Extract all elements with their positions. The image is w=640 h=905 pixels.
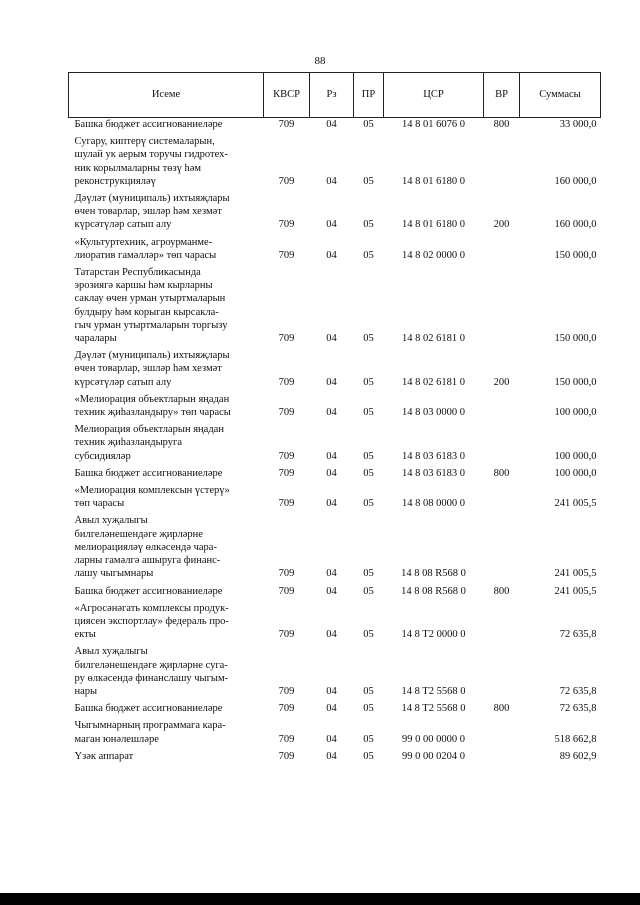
cell-pr: 05 [363, 685, 374, 697]
cell-name: Чыгымнарның программага кара- маган юнәлешләре [74, 720, 226, 745]
cell-sum: 241 005,5 [554, 498, 597, 510]
cell-vr [484, 484, 520, 514]
header-rz: Рз [310, 73, 354, 118]
cell-rz: 04 [326, 629, 337, 641]
cell-kvsr: 709 [278, 685, 295, 697]
cell-rz: 04 [326, 750, 337, 762]
cell-pr: 05 [363, 703, 374, 715]
cell-sum: 150 000,0 [554, 249, 597, 261]
cell-name: Сугару, киптерү системаларын, шулай ук аерым торучы гидротех- ник корылмаларны төзү һәм реконструкцияләү [74, 136, 228, 187]
cell-vr [484, 514, 520, 584]
cell-vr [484, 423, 520, 467]
cell-name: «Мелиорация объектларын яңадан техник җиһазландыру» төп чарасы [74, 393, 231, 419]
cell-sum: 72 635,8 [559, 629, 597, 641]
table-row [69, 192, 601, 236]
cell-pr: 05 [363, 750, 374, 762]
cell-pr: 05 [363, 733, 374, 745]
cell-vr: 800 [493, 467, 510, 479]
cell-vr: 200 [493, 376, 510, 388]
cell-tsr: 99 0 00 0000 0 [402, 733, 465, 745]
cell-kvsr: 709 [278, 219, 295, 231]
header-pr: ПР [354, 73, 384, 118]
cell-sum: 160 000,0 [554, 175, 597, 187]
cell-vr [484, 266, 520, 349]
cell-rz: 04 [326, 119, 337, 130]
table-row [69, 719, 601, 749]
table-row [69, 702, 601, 719]
cell-pr: 05 [363, 175, 374, 187]
cell-tsr: 14 8 T2 5568 0 [401, 703, 466, 715]
cell-sum: 150 000,0 [554, 333, 597, 345]
cell-sum: 518 662,8 [554, 733, 597, 745]
cell-rz: 04 [326, 407, 337, 419]
cell-pr: 05 [363, 333, 374, 345]
cell-kvsr: 709 [278, 376, 295, 388]
cell-tsr: 14 8 03 0000 0 [402, 407, 465, 419]
table-row [69, 750, 601, 767]
cell-name: Башка бюджет ассигнованиеләре [74, 703, 223, 715]
cell-name: «Агросәнәгать комплексы продук- циясен экспортлау» федераль про- екты [74, 602, 229, 641]
cell-tsr: 14 8 02 6181 0 [402, 376, 465, 388]
cell-tsr: 14 8 01 6180 0 [402, 175, 465, 187]
cell-name: Башка бюджет ассигнованиеләре [74, 467, 223, 479]
cell-pr: 05 [363, 585, 374, 597]
cell-tsr: 14 8 01 6076 0 [402, 119, 465, 130]
header-sum: Суммасы [520, 73, 601, 118]
cell-kvsr: 709 [278, 450, 295, 462]
cell-vr [484, 393, 520, 423]
cell-rz: 04 [326, 333, 337, 345]
cell-tsr: 14 8 T2 0000 0 [401, 629, 466, 641]
cell-pr: 05 [363, 376, 374, 388]
header-kvsr: КВСР [264, 73, 310, 118]
table-row [69, 585, 601, 602]
cell-name: Татарстан Республикасында эрозиягә каршы һәм кырларны саклау өчен урман утыртмаларын булдыру һәм корыган кырсакла- гыч урман утыртмаларын торгызу чаралары [74, 267, 228, 345]
cell-kvsr: 709 [278, 703, 295, 715]
cell-tsr: 14 8 08 R568 0 [401, 568, 466, 580]
cell-sum: 100 000,0 [554, 467, 597, 479]
cell-name: Авыл хуҗалыгы билгеләнешендәге җирләрне суга- ру өлкәсендә финанслашу чыгым- нары [74, 646, 229, 697]
cell-pr: 05 [363, 467, 374, 479]
cell-rz: 04 [326, 467, 337, 479]
cell-pr: 05 [363, 629, 374, 641]
table-row [69, 645, 601, 702]
table-body [69, 118, 601, 767]
cell-name: Авыл хуҗалыгы билгеләнешендәге җирләрне мелиорацияләү өлкәсендә чара- ларны гамәлгә ашыруга финанс- лашу чыгымнары [74, 515, 221, 580]
cell-rz: 04 [326, 733, 337, 745]
cell-rz: 04 [326, 376, 337, 388]
cell-rz: 04 [326, 450, 337, 462]
cell-pr: 05 [363, 119, 374, 130]
cell-kvsr: 709 [278, 175, 295, 187]
cell-vr: 200 [493, 219, 510, 231]
cell-kvsr: 709 [278, 585, 295, 597]
cell-vr [484, 719, 520, 749]
table-header-row [69, 73, 601, 118]
table-row [69, 135, 601, 192]
header-name: Исеме [69, 73, 264, 118]
table-row [69, 602, 601, 646]
cell-vr [484, 602, 520, 646]
table-row [69, 467, 601, 484]
cell-pr: 05 [363, 219, 374, 231]
cell-sum: 72 635,8 [559, 703, 597, 715]
cell-sum: 89 602,9 [559, 750, 597, 762]
cell-kvsr: 709 [278, 750, 295, 762]
cell-pr: 05 [363, 407, 374, 419]
cell-vr [484, 236, 520, 266]
cell-tsr: 14 8 03 6183 0 [402, 450, 465, 462]
cell-name: Башка бюджет ассигнованиеләре [74, 119, 223, 130]
cell-kvsr: 709 [278, 333, 295, 345]
table-row [69, 514, 601, 584]
cell-tsr: 14 8 01 6180 0 [402, 219, 465, 231]
cell-kvsr: 709 [278, 249, 295, 261]
table-row [69, 118, 601, 136]
cell-rz: 04 [326, 249, 337, 261]
header-vr: ВР [484, 73, 520, 118]
cell-sum: 241 005,5 [554, 568, 597, 580]
table-row [69, 236, 601, 266]
cell-name: Башка бюджет ассигнованиеләре [74, 585, 223, 597]
cell-tsr: 14 8 02 0000 0 [402, 249, 465, 261]
cell-vr [484, 645, 520, 702]
cell-sum: 100 000,0 [554, 450, 597, 462]
table-row [69, 484, 601, 514]
cell-name: Дәүләт (муниципаль) ихтыяҗлары өчен товарлар, эшләр һәм хезмәт күрсәтүләр сатып алу [74, 350, 230, 388]
cell-name: «Культуртехник, агроурманме- лиоратив гамәлләр» төп чарасы [74, 236, 217, 261]
cell-sum: 100 000,0 [554, 407, 597, 419]
cell-name: Үзәк аппарат [74, 750, 134, 762]
cell-vr [484, 135, 520, 192]
cell-vr [484, 750, 520, 767]
cell-kvsr: 709 [278, 467, 295, 479]
cell-vr: 800 [493, 119, 510, 130]
cell-tsr: 99 0 00 0204 0 [402, 750, 465, 762]
cell-rz: 04 [326, 498, 337, 510]
table-row [69, 423, 601, 467]
cell-kvsr: 709 [278, 119, 295, 130]
cell-rz: 04 [326, 703, 337, 715]
scan-bottom-edge [0, 893, 640, 905]
cell-kvsr: 709 [278, 568, 295, 580]
cell-kvsr: 709 [278, 733, 295, 745]
cell-rz: 04 [326, 175, 337, 187]
cell-kvsr: 709 [278, 498, 295, 510]
cell-pr: 05 [363, 249, 374, 261]
cell-name: Мелиорация объектларын яңадан техник җиһазландыруга субсидияләр [74, 424, 224, 462]
cell-vr: 800 [493, 585, 510, 597]
cell-name: Дәүләт (муниципаль) ихтыяҗлары өчен товарлар, эшләр һәм хезмәт күрсәтүләр сатып алу [74, 193, 230, 231]
cell-rz: 04 [326, 568, 337, 580]
cell-sum: 160 000,0 [554, 219, 597, 231]
cell-sum: 150 000,0 [554, 376, 597, 388]
cell-rz: 04 [326, 585, 337, 597]
cell-pr: 05 [363, 498, 374, 510]
table-row [69, 349, 601, 393]
cell-kvsr: 709 [278, 407, 295, 419]
cell-tsr: 14 8 08 R568 0 [401, 585, 466, 597]
table-row [69, 393, 601, 423]
table-row [69, 266, 601, 349]
cell-vr: 800 [493, 703, 510, 715]
cell-kvsr: 709 [278, 629, 295, 641]
cell-sum: 241 005,5 [554, 585, 597, 597]
cell-pr: 05 [363, 568, 374, 580]
cell-rz: 04 [326, 219, 337, 231]
cell-tsr: 14 8 03 6183 0 [402, 467, 465, 479]
cell-tsr: 14 8 02 6181 0 [402, 333, 465, 345]
cell-name: «Мелиорация комплексын үстерү» төп чарасы [74, 485, 230, 510]
cell-sum: 72 635,8 [559, 685, 597, 697]
page-number: 88 [314, 55, 326, 67]
budget-table [68, 72, 601, 767]
header-tsr: ЦСР [384, 73, 484, 118]
cell-sum: 33 000,0 [559, 119, 597, 130]
cell-rz: 04 [326, 685, 337, 697]
cell-tsr: 14 8 T2 5568 0 [401, 685, 466, 697]
cell-tsr: 14 8 08 0000 0 [402, 498, 465, 510]
cell-pr: 05 [363, 450, 374, 462]
